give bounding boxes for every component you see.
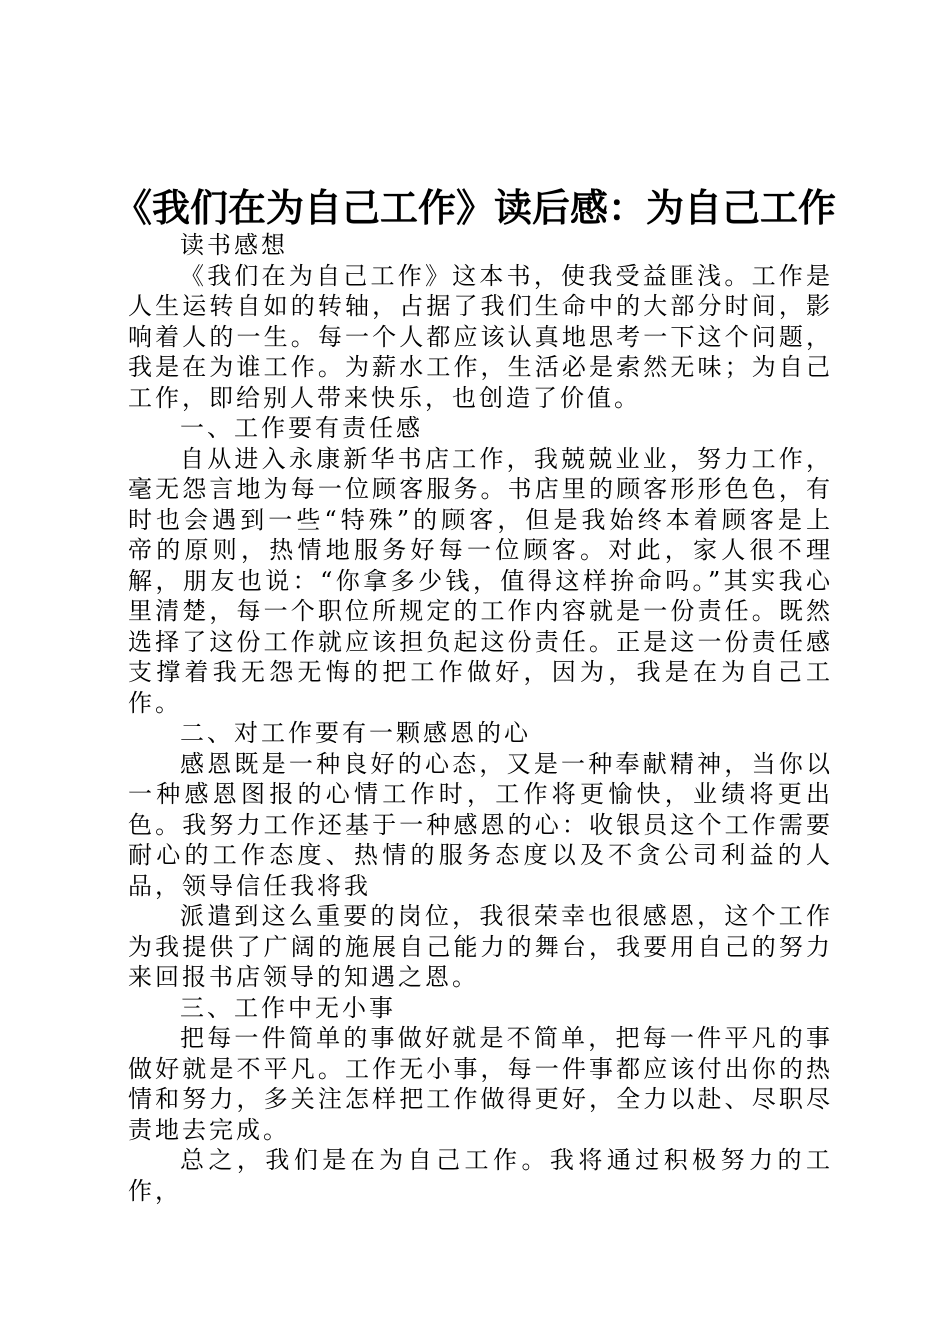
paragraph-no-small-matters: 把每一件简单的事做好就是不简单，把每一件平凡的事做好就是不平凡。工作无小事，每一件事都应该付出你的热情和努力，多关注怎样把工作做得更好，全力以赴、尽职尽责地去完成。: [128, 1024, 833, 1144]
paragraph-gratitude-continued: 派遣到这么重要的岗位，我很荣幸也很感恩，这个工作为我提供了广阔的施展自己能力的舞台，我要用自己的努力来回报书店领导的知遇之恩。: [128, 902, 833, 991]
paragraph-gratitude: 感恩既是一种良好的心态，又是一种奉献精神，当你以一种感恩图报的心情工作时，工作将更愉快，业绩将更出色。我努力工作还基于一种感恩的心：收银员这个工作需要耐心的工作态度、热情的服务态度以及不贪公司利益的人品，领导信任我将我: [128, 749, 833, 900]
section-label-reading-notes: 读书感想: [180, 231, 288, 259]
document-body: [128, 230, 833, 1206]
intro-paragraph: 《我们在为自己工作》这本书，使我受益匪浅。工作是人生运转自如的转轴，占据了我们生命中的大部分时间，影响着人的一生。每一个人都应该认真地思考一下这个问题，我是在为谁工作。为薪水工作，生活必是索然无味；为自己工作，即给别人带来快乐，也创造了价值。: [128, 261, 833, 412]
heading-gratitude: 二、对工作要有一颗感恩的心: [180, 719, 531, 747]
paragraph-conclusion: 总之，我们是在为自己工作。我将通过积极努力的工作，: [128, 1146, 833, 1205]
paragraph-responsibility: 自从进入永康新华书店工作，我兢兢业业，努力工作，毫无怨言地为每一位顾客服务。书店里的顾客形形色色，有时也会遇到一些“特殊”的顾客，但是我始终本着顾客是上帝的原则，热情地服务好每一位顾客。对此，家人很不理解，朋友也说：“你拿多少钱，值得这样拚命吗。”其实我心里清楚，每一个职位所规定的工作内容就是一份责任。既然选择了这份工作就应该担负起这份责任。正是这一份责任感支撑着我无怨无悔的把工作做好，因为，我是在为自己工作。: [128, 444, 833, 717]
heading-responsibility: 一、工作要有责任感: [180, 414, 423, 442]
heading-no-small-matters: 三、工作中无小事: [180, 993, 396, 1022]
document-title: 《我们在为自己工作》读后感：为自己工作: [113, 186, 836, 230]
